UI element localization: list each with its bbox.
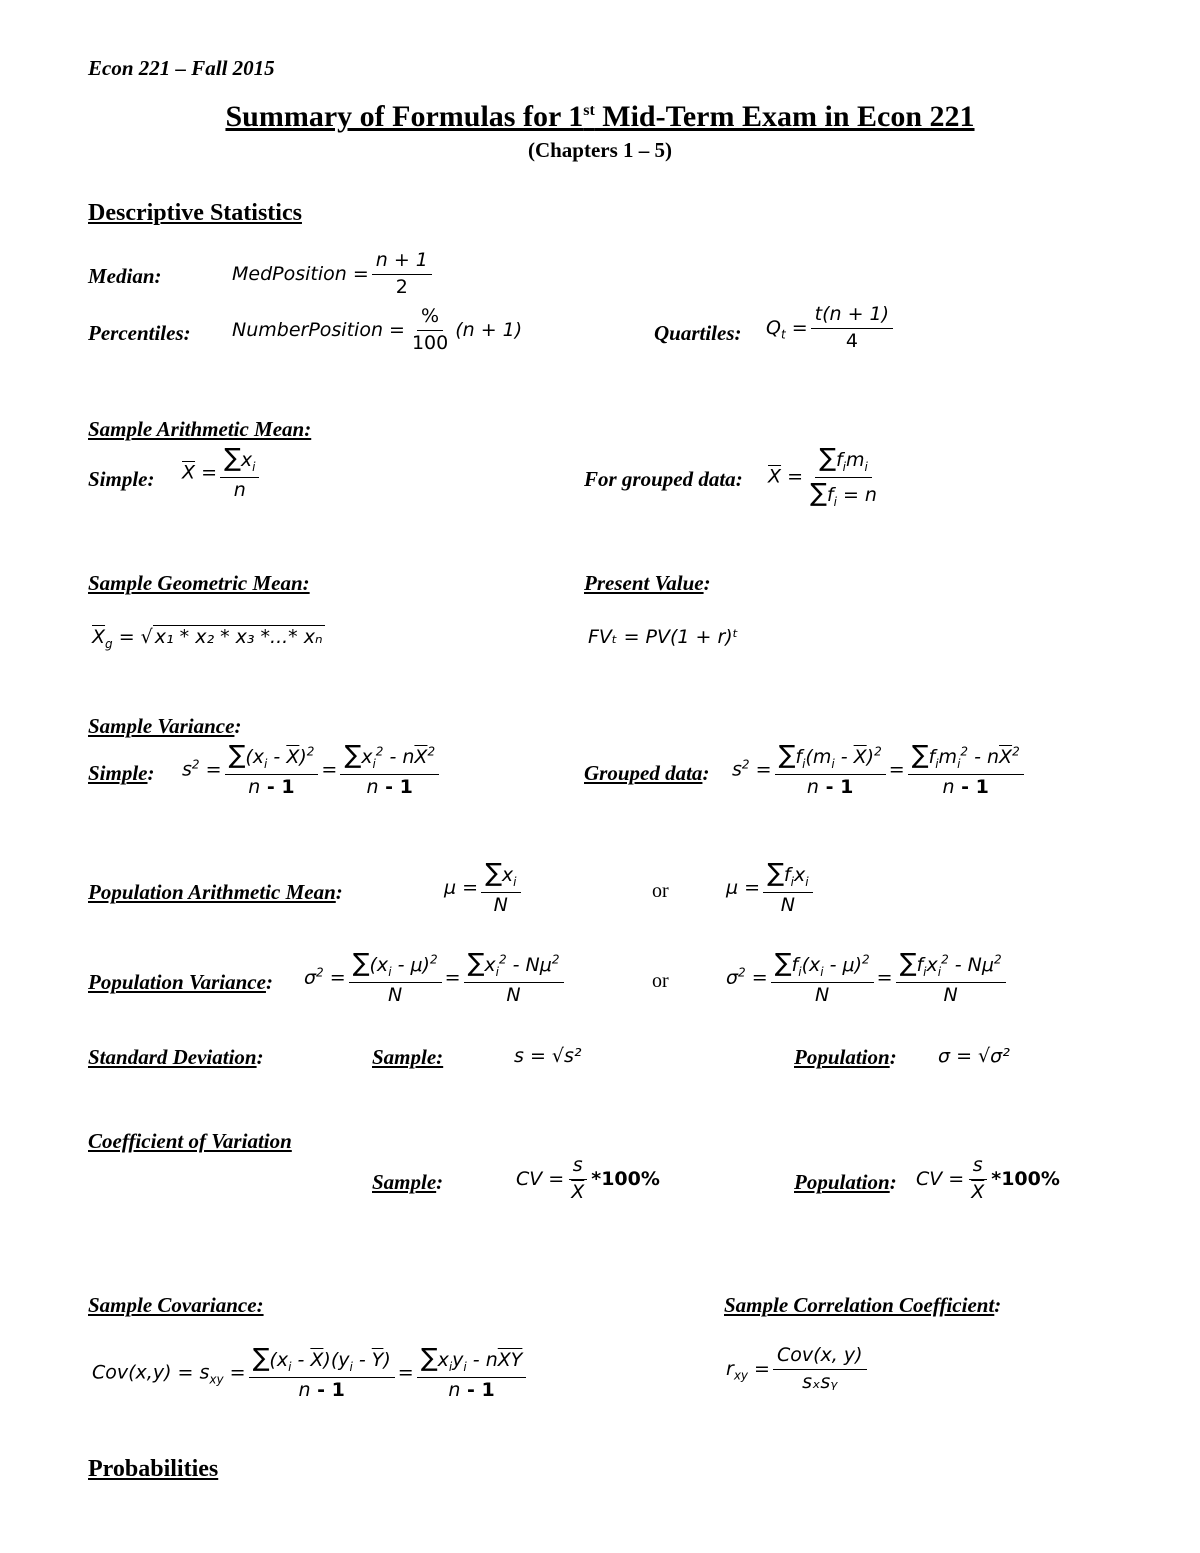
grouped-mean-formula: $\overline{X}$ = $\frac{\sum f_im_i}{\sum f_i = n}$ xyxy=(768,443,877,509)
population-arithmetic-mean-label: Population Arithmetic Mean: xyxy=(88,880,343,904)
std-population-formula: σ = √σ² xyxy=(938,1045,1010,1067)
grouped-variance-formula: $s^2$ = $\frac{\sum f_i(m_i - \overline{X})^2}{n - 1}$ = $\frac{\sum f_im_i^2 - n\overline{X}^2}{n - 1}$ xyxy=(732,742,1027,798)
cv-population-label: Population: xyxy=(794,1170,897,1194)
page-subtitle: (Chapters 1 – 5) xyxy=(527,138,673,162)
std-sample-formula: s = √s² xyxy=(514,1045,582,1067)
coefficient-of-variation-label: Coefficient of Variation xyxy=(88,1129,292,1153)
percentiles-label: Percentiles: xyxy=(88,321,191,345)
simple-variance-label: Simple: xyxy=(88,761,155,785)
cv-sample-formula: CV = $\frac{s}{X}$ *100% xyxy=(516,1154,660,1203)
median-label: Median: xyxy=(88,264,162,288)
section-probabilities: Probabilities xyxy=(88,1456,219,1482)
sample-covariance-label: Sample Covariance: xyxy=(88,1293,264,1317)
percentiles-formula: NumberPosition = $\frac{\%}{100}$ (n + 1) xyxy=(232,305,523,354)
simple-mean-formula: $\overline{X}$ = $\frac{\sum x_i}{n}$ xyxy=(182,445,262,501)
population-mean-formula: μ = $\frac{\sum x_i}{N}$ xyxy=(444,860,524,916)
cv-population-formula: CV = $\frac{s}{X}$ *100% xyxy=(916,1154,1060,1203)
cv-sample-label: Sample: xyxy=(372,1170,444,1194)
population-mean-weighted-formula: μ = $\frac{\sum f_ix_i}{N}$ xyxy=(726,860,816,916)
std-sample-label: Sample: xyxy=(372,1045,444,1069)
simple-mean-label: Simple: xyxy=(88,467,155,491)
population-variance-formula: $\sigma^2$ = $\frac{\sum(x_i - \mu)^2}{N}$ = $\frac{\sum x_i^2 - N\mu^2}{N}$ xyxy=(304,950,567,1006)
quartiles-label: Quartiles: xyxy=(654,321,742,345)
population-variance-label: Population Variance: xyxy=(88,970,273,994)
grouped-mean-label: For grouped data: xyxy=(584,467,743,491)
or-text-2: or xyxy=(652,970,669,992)
sample-correlation-formula: $r_{xy}$ = $\frac{\text{Cov(x, y)}}{\text{sₓsᵧ}}$ xyxy=(726,1345,870,1394)
present-value-formula: FVₜ = PV(1 + r)ᵗ xyxy=(588,626,739,648)
course-header: Econ 221 – Fall 2015 xyxy=(88,56,275,80)
present-value-label: Present Value: xyxy=(584,571,711,595)
sample-variance-label: Sample Variance: xyxy=(88,714,242,738)
sample-arithmetic-mean-label: Sample Arithmetic Mean: xyxy=(88,417,312,441)
sample-correlation-label: Sample Correlation Coefficient: xyxy=(724,1293,1002,1317)
grouped-variance-label: Grouped data: xyxy=(584,761,710,785)
simple-variance-formula: $s^2$ = $\frac{\sum(x_i - \overline{X})^2}{n - 1}$ = $\frac{\sum x_i^2 - n\overline{X}^2}{n - 1}$ xyxy=(182,742,442,798)
sample-covariance-formula: $Cov(x,y) = s_{xy}$ = $\frac{\sum(x_i - \overline{X})(y_i - \overline{Y})}{n - 1}$ = $\frac{\sum x_iy_i - n\overline{XY}}{n - 1}$ xyxy=(92,1345,529,1401)
population-variance-weighted-formula: $\sigma^2$ = $\frac{\sum f_i(x_i - \mu)^2}{N}$ = $\frac{\sum f_ix_i^2 - N\mu^2}{N}$ xyxy=(726,950,1009,1006)
section-descriptive-statistics: Descriptive Statistics xyxy=(88,200,302,226)
or-text-1: or xyxy=(652,880,669,902)
median-formula: MedPosition = $\frac{n + 1}{2}$ xyxy=(232,250,435,299)
quartiles-formula: $Q_t$ = $\frac{t(n + 1)}{4}$ xyxy=(766,304,896,353)
geometric-mean-formula: $\overline{X}_g$ = √ x₁ * x₂ * x₃ *...* xₙ xyxy=(92,626,323,651)
standard-deviation-label: Standard Deviation: xyxy=(88,1045,264,1069)
std-population-label: Population: xyxy=(794,1045,897,1069)
page-title: Summary of Formulas for 1st Mid-Term Exam in Econ 221 xyxy=(225,100,975,133)
sample-geometric-mean-label: Sample Geometric Mean: xyxy=(88,571,310,595)
